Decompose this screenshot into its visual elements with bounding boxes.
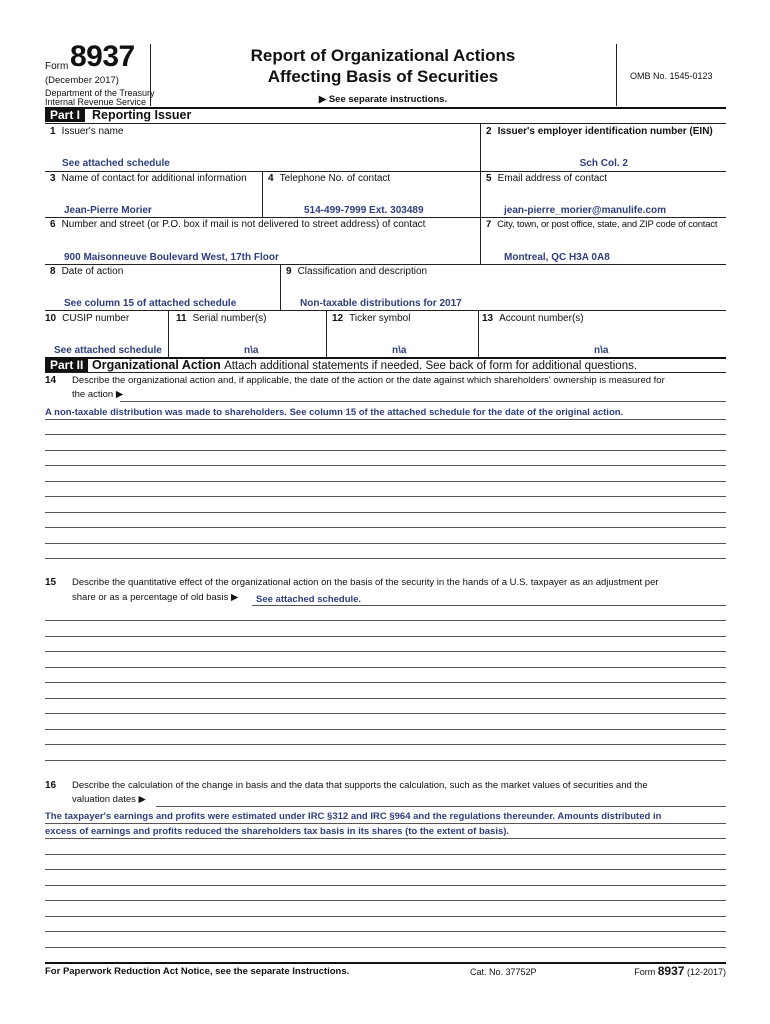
part-2-subtitle: Attach additional statements if needed. See back of form for additional questions. (224, 360, 638, 372)
q15-line (45, 620, 726, 621)
classification-field[interactable]: Non-taxable distributions for 2017 (300, 298, 462, 309)
q14-answer[interactable]: A non-taxable distribution was made to shareholders. See column 15 of the attached schedule for the date of the original action. (45, 407, 624, 418)
q14-line (45, 496, 726, 497)
form-revision: (December 2017) (45, 75, 119, 86)
row2-divider-b (480, 171, 481, 217)
see-separate-instructions: ▶ See separate instructions. (318, 94, 448, 105)
form-number: 8937 (70, 40, 135, 73)
field-5-label: 5 Email address of contact (486, 173, 608, 184)
q16-line (45, 885, 726, 886)
field-3-label: 3 Name of contact for additional information (50, 173, 247, 184)
q16-line (45, 854, 726, 855)
q14-line (45, 465, 726, 466)
q14-line (45, 481, 726, 482)
ein-field[interactable]: Sch Col. 2 (579, 158, 628, 169)
q16-line (45, 947, 726, 948)
omb-number: OMB No. 1545-0123 (630, 71, 713, 81)
q15-number: 15 (45, 577, 57, 588)
part-2-heading (92, 358, 637, 372)
q16-line (45, 900, 726, 901)
paperwork-notice: For Paperwork Reduction Act Notice, see the separate Instructions. (45, 966, 350, 977)
header-divider-right (616, 44, 617, 106)
q15-line (45, 698, 726, 699)
footer-form-word: Form (634, 967, 656, 977)
catalog-number: Cat. No. 37752P (470, 967, 537, 977)
q16-line (45, 838, 726, 839)
field-4-label: 4 Telephone No. of contact (268, 173, 391, 184)
row1-divider (480, 123, 481, 171)
q14-text-line-1: Describe the organizational action and, if applicable, the date of the action or the date against which shareholders' ownership is measured for (72, 375, 665, 386)
field-12-label: 12 Ticker symbol (332, 313, 411, 324)
q15-text-line-2: share or as a percentage of old basis ▶ (72, 592, 239, 603)
account-number-field[interactable]: n\a (594, 345, 609, 356)
q14-line (45, 419, 726, 420)
q15-answer[interactable]: See attached schedule. (256, 594, 362, 605)
part-1-title: Reporting Issuer (92, 108, 192, 122)
q14-line (45, 512, 726, 513)
footer-form-id (620, 964, 726, 978)
field-1-label: 1 Issuer's name (50, 126, 124, 137)
q14-line (45, 543, 726, 544)
q16-answer-line-1[interactable]: The taxpayer's earnings and profits were estimated under IRC §312 and IRC §964 and the regulations thereunder. Amounts distributed in (45, 811, 662, 822)
row5-divider-a (168, 310, 169, 358)
issuer-name-field[interactable]: See attached schedule (62, 158, 170, 169)
date-of-action-field[interactable]: See column 15 of attached schedule (64, 298, 237, 309)
field-7-label: 7 City, town, or post office, state, and ZIP code of contact (486, 219, 718, 230)
q16-answer-line-2[interactable]: excess of earnings and profits reduced the shareholders tax basis in its shares (to the extent of basis). (45, 826, 510, 837)
q16-prompt-rule (156, 806, 726, 807)
form-word: Form (45, 61, 69, 72)
row4-rule (45, 310, 726, 311)
serial-number-field[interactable]: n\a (244, 345, 259, 356)
q14-text-line-2: the action ▶ (72, 389, 124, 400)
q14-line (45, 558, 726, 559)
part-1-rule (45, 123, 726, 124)
contact-street-field[interactable]: 900 Maisonneuve Boulevard West, 17th Floor (64, 252, 279, 263)
row5-divider-c (478, 310, 479, 358)
row1-rule (45, 171, 726, 172)
part-2-title: Organizational Action (92, 358, 221, 372)
q15-line (45, 636, 726, 637)
row2-divider-a (262, 171, 263, 217)
q15-line (45, 682, 726, 683)
q16-line (45, 869, 726, 870)
field-11-label: 11 Serial number(s) (176, 313, 267, 324)
field-8-label: 8 Date of action (50, 266, 124, 277)
dept-line-1: Department of the Treasury (45, 88, 155, 98)
dept-line-2: Internal Revenue Service (45, 97, 147, 107)
q14-prompt-rule (120, 401, 726, 402)
ticker-field[interactable]: n\a (392, 345, 407, 356)
q14-line (45, 450, 726, 451)
contact-email-field[interactable]: jean-pierre_morier@manulife.com (504, 205, 667, 216)
part-2-rule (45, 372, 726, 373)
part-1-tag: Part I (45, 108, 85, 122)
row3-divider (480, 217, 481, 264)
field-10-label: 10 CUSIP number (45, 313, 130, 324)
q16-line (45, 931, 726, 932)
q15-line (45, 760, 726, 761)
field-6-label: 6 Number and street (or P.O. box if mail is not delivered to street address) of contact (50, 219, 426, 230)
q15-line (45, 713, 726, 714)
q15-line (45, 667, 726, 668)
q16-line (45, 916, 726, 917)
form-title-line-2: Affecting Basis of Securities (267, 67, 499, 86)
q15-line (45, 729, 726, 730)
part-2-tag: Part II (45, 358, 88, 372)
footer-form-revision: (12-2017) (686, 967, 726, 977)
q16-text-line-1: Describe the calculation of the change in basis and the data that supports the calculation, such as the market values of securities and the (72, 780, 648, 791)
q15-text-line-1: Describe the quantitative effect of the organizational action on the basis of the security in the hands of a U.S. taxpayer as an adjustment per (72, 577, 659, 588)
row3-rule (45, 264, 726, 265)
row4-divider (280, 264, 281, 310)
q15-line (45, 744, 726, 745)
q14-line (45, 434, 726, 435)
contact-phone-field[interactable]: 514-499-7999 Ext. 303489 (304, 205, 424, 216)
q16-text-line-2: valuation dates ▶ (72, 794, 146, 805)
field-13-label: 13 Account number(s) (482, 313, 584, 324)
contact-city-field[interactable]: Montreal, QC H3A 0A8 (504, 252, 610, 263)
q15-line (45, 651, 726, 652)
q16-number: 16 (45, 780, 57, 791)
footer-form-number: 8937 (657, 964, 685, 978)
q16-line (45, 823, 726, 824)
row5-divider-b (326, 310, 327, 358)
q14-line (45, 527, 726, 528)
cusip-field[interactable]: See attached schedule (54, 345, 162, 356)
q14-number: 14 (45, 375, 57, 386)
q15-prompt-rule (252, 605, 726, 606)
row2-rule (45, 217, 726, 218)
contact-name-field[interactable]: Jean-Pierre Morier (64, 205, 152, 216)
form-title-line-1: Report of Organizational Actions (250, 46, 516, 65)
field-9-label: 9 Classification and description (286, 266, 428, 277)
field-2-label: 2 Issuer's employer identification number (EIN) (486, 126, 713, 137)
